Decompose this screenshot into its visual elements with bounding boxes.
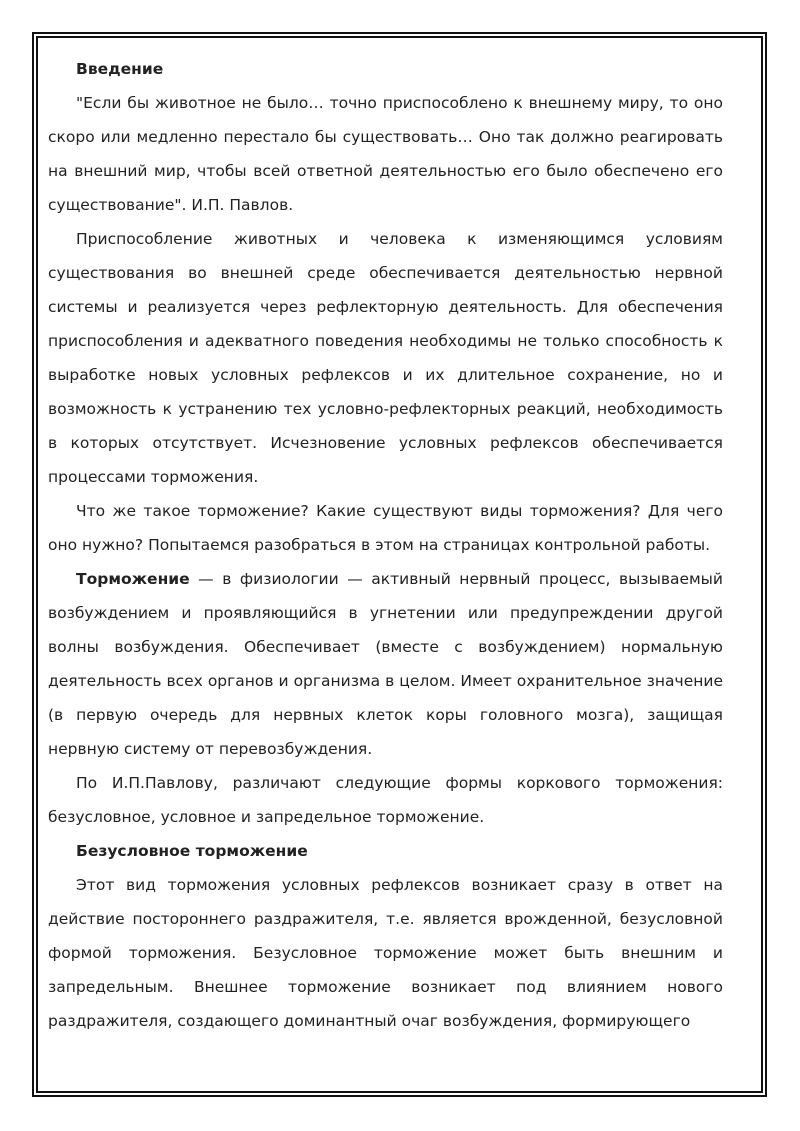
pavlov-forms-paragraph: По И.П.Павлову, различают следующие формы коркового торможения: безусловное, условное и запредельное торможение. [48, 774, 723, 826]
definition-term: Торможение [76, 570, 190, 588]
definition-text: — в физиологии — активный нервный процесс, вызываемый возбуждением и проявляющийся в угнетении или предупреждении другой волны возбуждения. Обеспечивает (вместе с возбуждением) нормальную деятельность всех органов и организма в целом. Имеет охранительное значение (в первую очередь для нервных клеток коры головного мозга), защищая нервную систему от перевозбуждения. [48, 570, 723, 758]
unconditional-inhibition-heading: Безусловное торможение [76, 842, 308, 860]
unconditional-inhibition-paragraph: Этот вид торможения условных рефлексов возникает сразу в ответ на действие постороннего раздражителя, т.е. является врожденной, безусловной формой торможения. Безусловное торможение может быть внешним и запредельным. Внешнее торможение возникает под влиянием нового раздражителя, создающего доминантный очаг возбуждения, формирующего [48, 876, 723, 1030]
definition-paragraph [48, 562, 723, 766]
adaptation-paragraph: Приспособление животных и человека к изменяющимся условиям существования во внешней среде обеспечивается деятельностью нервной системы и реализуется через рефлекторную деятельность. Для обеспечения приспособления и адекватного поведения необходимы не только способность к выработке новых условных рефлексов и их длительное сохранение, но и возможность к устранению тех условно-рефлекторных реакций, необходимость в которых отсутствует. Исчезновение условных рефлексов обеспечивается процессами торможения. [48, 230, 723, 486]
intro-heading: Введение [76, 60, 164, 78]
document-body [48, 52, 723, 1072]
pavlov-quote-paragraph: "Если бы животное не было… точно приспособлено к внешнему миру, то оно скоро или медленно перестало бы существовать… Оно так должно реагировать на внешний мир, чтобы всей ответной деятельностью его было обеспечено его существование". И.П. Павлов. [48, 94, 723, 214]
question-paragraph: Что же такое торможение? Какие существуют виды торможения? Для чего оно нужно? Попытаемся разобраться в этом на страницах контрольной работы. [48, 502, 723, 554]
